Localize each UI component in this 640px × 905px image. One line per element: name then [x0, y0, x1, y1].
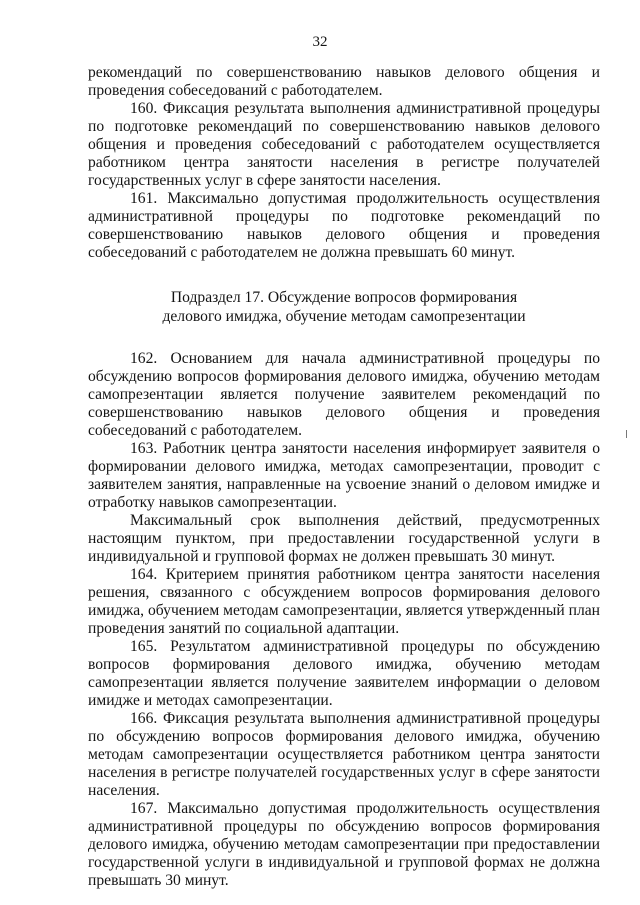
page-number: 32	[312, 34, 328, 50]
paragraph-160: 160. Фиксация результата выполнения административной процедуры по подготовке рекомендаций по совершенствованию навыков делового общения и проведения собеседований с работодателем осуществляется работником центра занятости населения в регистре получателей государственных услуг в сфере занятости населения.	[88, 100, 600, 189]
subsection-heading-line-2: делового имиджа, обучение методам самопрезентации	[162, 308, 526, 325]
paragraph-continuation: рекомендаций по совершенствованию навыков делового общения и проведения собеседований с работодателем.	[88, 64, 600, 99]
paragraph-163: 163. Работник центра занятости населения информирует заявителя о формировании делового имиджа, методах самопрезентации, проводит с заявителем занятия, направленные на усвоение знаний о деловом имидже и отработку навыков самопрезентации.	[88, 440, 600, 511]
paragraph-164: 164. Критерием принятия работником центра занятости населения решения, связанного с обсуждением вопросов формирования делового имиджа, обучением методам самопрезентации, является утвержденный план проведения занятий по социальной адаптации.	[88, 566, 600, 637]
paragraph-165: 165. Результатом административной процедуры по обсуждению вопросов формирования делового имиджа, обучению методам самопрезентации является получение заявителем информации о деловом имидже и методах самопрезентации.	[88, 638, 600, 709]
paragraph-161: 161. Максимально допустимая продолжительность осуществления административной процедуры по подготовке рекомендаций по совершенствованию навыков делового общения и проведения собеседований с работодателем не должна превышать 60 минут.	[88, 190, 600, 261]
subsection-heading	[88, 288, 600, 326]
document-body	[88, 64, 600, 890]
paragraph-166: 166. Фиксация результата выполнения административной процедуры по обсуждению вопросов формирования делового имиджа, обучению методам самопрезентации осуществляется работником центра занятости населения в регистре получателей государственных услуг в сфере занятости населения.	[88, 710, 600, 799]
paragraph-163-time-limit: Максимальный срок выполнения действий, предусмотренных настоящим пунктом, при предоставлении государственной услуги в индивидуальной и групповой формах не должен превышать 30 минут.	[88, 512, 600, 565]
scan-edge-mark	[626, 430, 627, 438]
paragraph-162: 162. Основанием для начала административной процедуры по обсуждению вопросов формирования делового имиджа, обучению методам самопрезентации является получение заявителем рекомендаций по совершенствованию навыков делового общения и проведения собеседований с работодателем.	[88, 350, 600, 439]
paragraph-167: 167. Максимально допустимая продолжительность осуществления административной процедуры по обсуждению вопросов формирования делового имиджа, обучению методам самопрезентации при предоставлении государственной услуги в индивидуальной и групповой формах не должна превышать 30 минут.	[88, 800, 600, 889]
subsection-heading-line-1: Подраздел 17. Обсуждение вопросов формирования	[170, 289, 518, 306]
